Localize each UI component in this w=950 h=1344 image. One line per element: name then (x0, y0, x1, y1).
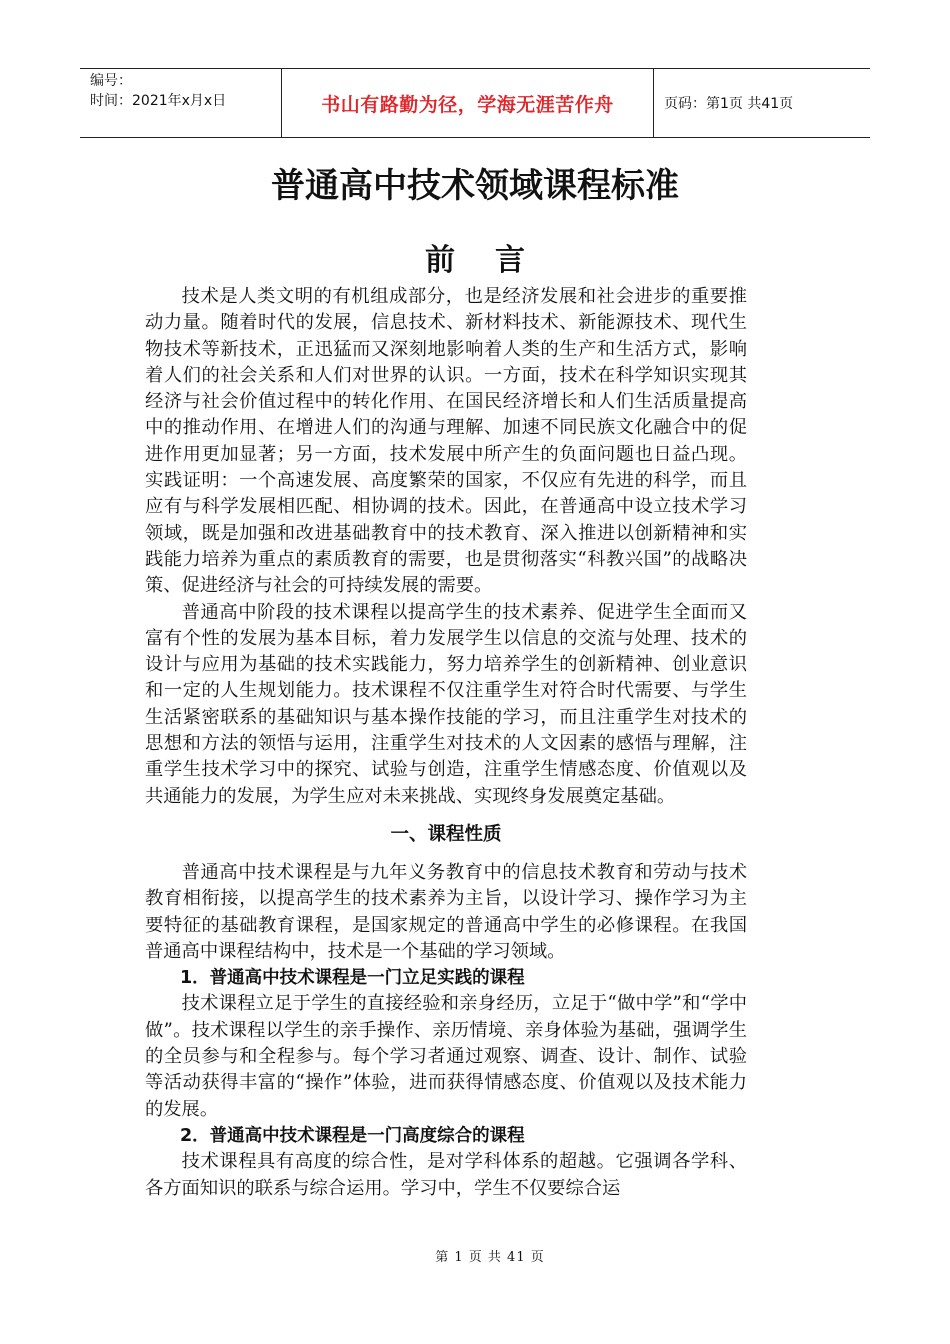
preface-title: 前言 (425, 243, 565, 278)
page-footer: 第 1 页 共 41 页 (435, 1250, 545, 1265)
subsection-heading-1: 1．普通高中技术课程是一门立足实践的课程 (180, 968, 525, 989)
serial-label: 编号： (90, 73, 132, 89)
document-body (145, 284, 747, 1202)
header-page-cell (654, 69, 870, 137)
header-table (80, 68, 870, 138)
preface-paragraph-2: 普通高中阶段的技术课程以提高学生的技术素养、促进学生全面而又富有个性的发展为基本目标，着力发展学生以信息的交流与处理、技术的设计与应用为基础的技术实践能力，努力培养学生的创新精神、创业意识和一定的人生规划能力。技术课程不仅注重学生对符合时代需要、与学生生活紧密联系的基础知识与基本操作技能的学习，而且注重学生对技术的思想和方法的领悟与运用，注重学生对技术的人文因素的感悟与理解，注重学生技术学习中的探究、试验与创造，注重学生情感态度、价值观以及共通能力的发展，为学生应对未来挑战、实现终身发展奠定基础。 (145, 601, 747, 807)
motto-text: 书山有路勤为径，学海无涯苦作舟 (321, 93, 614, 116)
section1-paragraph: 普通高中技术课程是与九年义务教育中的信息技术教育和劳动与技术教育相衔接，以提高学生的技术素养为主旨，以设计学习、操作学习为主要特征的基础教育课程，是国家规定的普通高中学生的必修课程。在我国普通高中课程结构中，技术是一个基础的学习领域。 (145, 861, 747, 962)
page-info: 页码：第1页 共41页 (664, 96, 794, 112)
document-title: 普通高中技术领域课程标准 (271, 166, 679, 206)
subsection2-paragraph: 技术课程具有高度的综合性，是对学科体系的超越。它强调各学科、各方面知识的联系与综合运用。学习中，学生不仅要综合运 (145, 1151, 747, 1199)
section-heading-course-nature: 一、课程性质 (390, 823, 502, 845)
subsection-heading-2: 2．普通高中技术课程是一门高度综合的课程 (180, 1125, 525, 1146)
header-motto-cell (282, 69, 654, 137)
header-meta-cell (80, 69, 282, 137)
preface-paragraph-1: 技术是人类文明的有机组成部分，也是经济发展和社会进步的重要推动力量。随着时代的发展，信息技术、新材料技术、新能源技术、现代生物技术等新技术，正迅猛而又深刻地影响着人类的生产和生活方式，影响着人们的社会关系和人们对世界的认识。一方面，技术在科学知识实现其经济与社会价值过程中的转化作用、在国民经济增长和人们生活质量提高中的推动作用、在增进人们的沟通与理解、加速不同民族文化融合中的促进作用更加显著；另一方面，技术发展中所产生的负面问题也日益凸现。实践证明：一个高速发展、高度繁荣的国家，不仅应有先进的科学，而且应有与科学发展相匹配、相协调的技术。因此，在普通高中设立技术学习领域，既是加强和改进基础教育中的技术教育、深入推进以创新精神和实践能力培养为重点的素质教育的需要，也是贯彻落实“科教兴国”的战略决策、促进经济与社会的可持续发展的需要。 (145, 286, 747, 597)
date-label: 时间：2021年x月x日 (90, 93, 227, 109)
subsection1-paragraph: 技术课程立足于学生的直接经验和亲身经历，立足于“做中学”和“学中做”。技术课程以学生的亲手操作、亲历情境、亲身体验为基础，强调学生的全员参与和全程参与。每个学习者通过观察、调查、设计、制作、试验等活动获得丰富的“操作”体验，进而获得情感态度、价值观以及技术能力的发展。 (145, 993, 747, 1120)
